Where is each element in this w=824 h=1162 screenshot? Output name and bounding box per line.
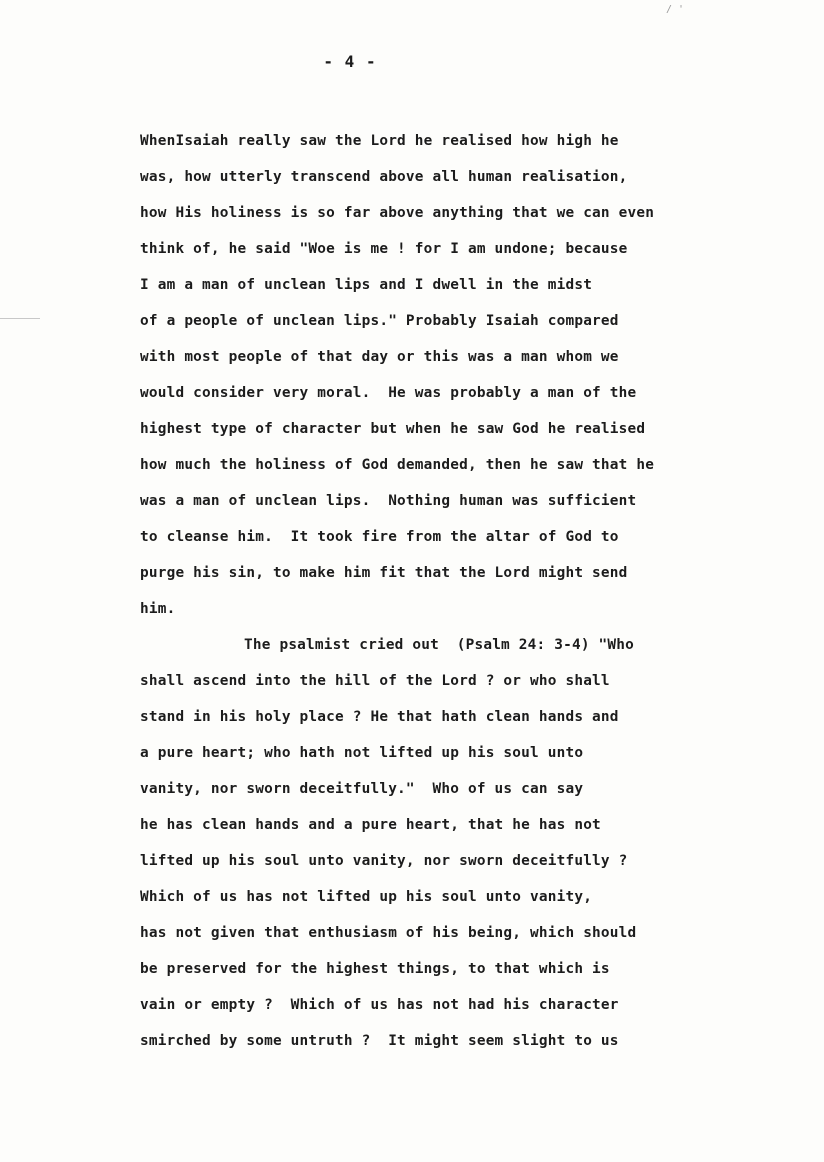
text-line: stand in his holy place ? He that hath clean hands and bbox=[140, 709, 619, 725]
text-line: him. bbox=[140, 601, 176, 617]
text-line: he has clean hands and a pure heart, that he has not bbox=[140, 817, 601, 833]
text-line: how much the holiness of God demanded, then he saw that he bbox=[140, 457, 655, 473]
text-line: how His holiness is so far above anything that we can even bbox=[140, 205, 655, 221]
text-line: I am a man of unclean lips and I dwell in the midst bbox=[140, 277, 593, 293]
text-line: highest type of character but when he saw God he realised bbox=[140, 421, 646, 437]
text-line: would consider very moral. He was probably a man of the bbox=[140, 385, 637, 401]
text-line: Which of us has not lifted up his soul unto vanity, bbox=[140, 889, 593, 905]
paragraph-start-line: The psalmist cried out (Psalm 24: 3-4) "Who bbox=[244, 637, 635, 653]
text-line: lifted up his soul unto vanity, nor sworn deceitfully ? bbox=[140, 853, 628, 869]
text-line: with most people of that day or this was a man whom we bbox=[140, 349, 619, 365]
margin-mark bbox=[0, 318, 40, 319]
body-text bbox=[140, 123, 800, 1059]
text-line: to cleanse him. It took fire from the altar of God to bbox=[140, 529, 619, 545]
text-line: be preserved for the highest things, to that which is bbox=[140, 961, 610, 977]
corner-pen-mark: / ' bbox=[665, 4, 684, 15]
text-line: WhenIsaiah really saw the Lord he realised how high he bbox=[140, 133, 619, 149]
text-line: vanity, nor sworn deceitfully." Who of us can say bbox=[140, 781, 584, 797]
text-line: think of, he said "Woe is me ! for I am undone; because bbox=[140, 241, 628, 257]
text-line: of a people of unclean lips." Probably Isaiah compared bbox=[140, 313, 619, 329]
page-number: - 4 - bbox=[323, 52, 377, 71]
text-line: was, how utterly transcend above all human realisation, bbox=[140, 169, 628, 185]
text-line: has not given that enthusiasm of his being, which should bbox=[140, 925, 637, 941]
text-line: smirched by some untruth ? It might seem slight to us bbox=[140, 1033, 619, 1049]
text-line: vain or empty ? Which of us has not had his character bbox=[140, 997, 619, 1013]
text-line: was a man of unclean lips. Nothing human was sufficient bbox=[140, 493, 637, 509]
text-line: purge his sin, to make him fit that the Lord might send bbox=[140, 565, 628, 581]
text-line: a pure heart; who hath not lifted up his soul unto bbox=[140, 745, 584, 761]
text-line: shall ascend into the hill of the Lord ? or who shall bbox=[140, 673, 610, 689]
